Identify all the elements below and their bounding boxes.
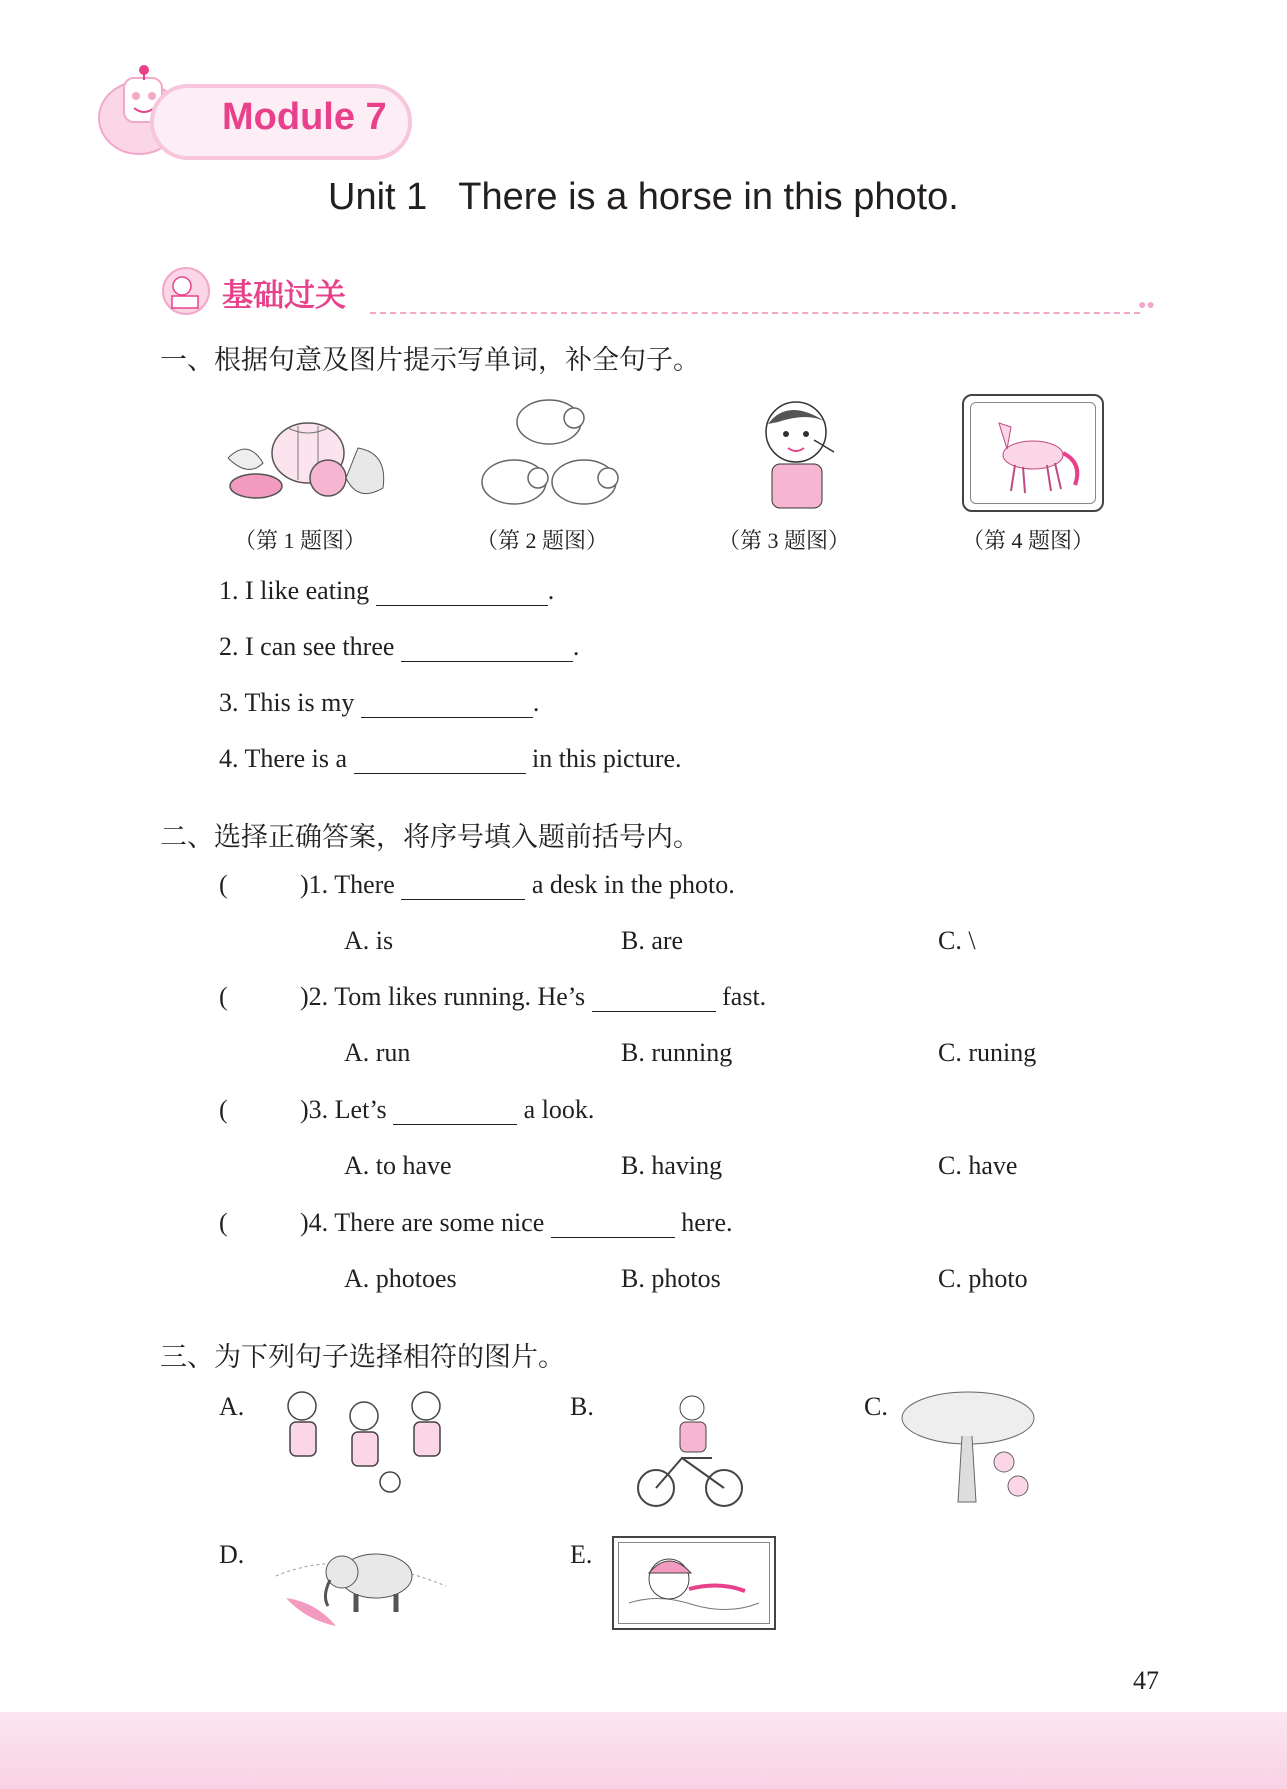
boy-face-icon bbox=[748, 392, 848, 517]
picture-label-d: D. bbox=[219, 1540, 245, 1569]
module-label: Module 7 bbox=[222, 96, 387, 138]
answer-paren-open[interactable]: ( bbox=[219, 982, 228, 1011]
part2-question-4: )4. There are some nice here. bbox=[300, 1208, 733, 1237]
picture-label-e: E. bbox=[570, 1540, 593, 1569]
unit-title: Unit 1 There is a horse in this photo. bbox=[328, 176, 959, 218]
dots-decoration: ●● bbox=[1138, 298, 1155, 313]
swimming-photo-frame bbox=[612, 1536, 776, 1630]
horse-icon bbox=[971, 403, 1095, 503]
part2-heading: 二、选择正确答案，将序号填入题前括号内。 bbox=[160, 822, 700, 852]
kids-playing-football-icon bbox=[280, 1386, 450, 1496]
answer-blank[interactable] bbox=[401, 635, 573, 662]
option-b: B. running bbox=[621, 1038, 733, 1067]
girl-riding-bike-icon bbox=[632, 1386, 752, 1516]
answer-blank[interactable] bbox=[393, 1098, 517, 1125]
option-b: B. photos bbox=[621, 1264, 721, 1293]
option-a: A. run bbox=[344, 1038, 411, 1067]
option-b: B. are bbox=[621, 926, 684, 955]
answer-blank[interactable] bbox=[551, 1211, 675, 1238]
page-number: 47 bbox=[1133, 1666, 1159, 1695]
answer-blank[interactable] bbox=[361, 691, 533, 718]
option-c: C. have bbox=[938, 1151, 1018, 1180]
part1-question-4: 4. There is a in this picture. bbox=[219, 744, 682, 773]
student-reading-icon bbox=[160, 266, 212, 316]
option-c: C. \ bbox=[938, 926, 976, 955]
answer-blank[interactable] bbox=[354, 747, 526, 774]
answer-paren-open[interactable]: ( bbox=[219, 1208, 228, 1237]
part1-question-1: 1. I like eating . bbox=[219, 576, 555, 605]
picture-label-c: C. bbox=[864, 1392, 888, 1421]
option-a: A. photoes bbox=[344, 1264, 457, 1293]
vegetables-icon bbox=[218, 408, 398, 508]
section-banner: 基础过关 bbox=[222, 278, 346, 313]
answer-blank[interactable] bbox=[376, 579, 548, 606]
answer-blank[interactable] bbox=[401, 873, 525, 900]
picture-label-a: A. bbox=[219, 1392, 245, 1421]
part2-question-3: )3. Let’s a look. bbox=[300, 1095, 595, 1124]
part1-question-3: 3. This is my . bbox=[219, 688, 540, 717]
part2-question-2: )2. Tom likes running. He’s fast. bbox=[300, 982, 767, 1011]
answer-blank[interactable] bbox=[592, 985, 716, 1012]
part3-heading: 三、为下列句子选择相符的图片。 bbox=[160, 1342, 565, 1372]
figure-caption-1: （第 1 题图） bbox=[234, 528, 367, 553]
girl-swimming-icon bbox=[619, 1543, 769, 1623]
part1-question-2: 2. I can see three . bbox=[219, 632, 580, 661]
figure-caption-3: （第 3 题图） bbox=[718, 528, 851, 553]
option-a: A. to have bbox=[344, 1151, 452, 1180]
answer-paren-open[interactable]: ( bbox=[219, 1095, 228, 1124]
monkeys-in-tree-icon bbox=[898, 1386, 1048, 1506]
option-a: A. is bbox=[344, 926, 394, 955]
option-c: C. photo bbox=[938, 1264, 1028, 1293]
picture-label-b: B. bbox=[570, 1392, 594, 1421]
elephant-icon bbox=[256, 1536, 456, 1636]
part1-heading: 一、根据句意及图片提示写单词，补全句子。 bbox=[160, 345, 700, 375]
figure-caption-4: （第 4 题图） bbox=[962, 528, 1095, 553]
part2-question-1: )1. There a desk in the photo. bbox=[300, 870, 735, 899]
option-c: C. runing bbox=[938, 1038, 1037, 1067]
answer-paren-open[interactable]: ( bbox=[219, 870, 228, 899]
horse-photo-frame bbox=[962, 394, 1104, 512]
section-divider bbox=[370, 312, 1140, 314]
sheep-icon bbox=[474, 392, 624, 517]
option-b: B. having bbox=[621, 1151, 723, 1180]
figure-caption-2: （第 2 题图） bbox=[476, 528, 609, 553]
footer-band bbox=[0, 1712, 1287, 1789]
